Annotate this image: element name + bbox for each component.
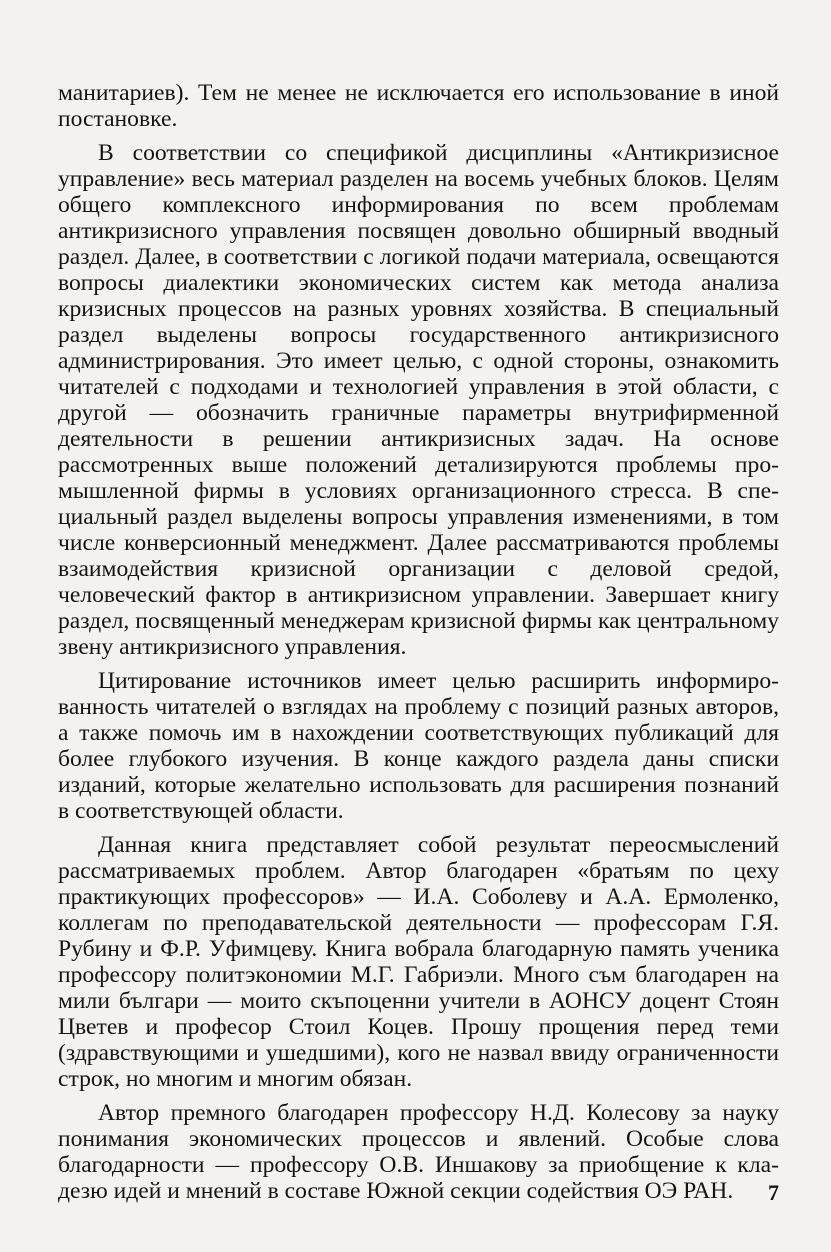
paragraph-citations: Цитирование источников имеет целью расширить информированность читателей о взглядах на проблему с позиций разных авторов, а также помочь им в нахождении соответствующих публикаций для более глубокого изучения. В конце каждого раздела даны списки изданий, которые желательно использовать для расширения познаний в соответствующей области. [58,668,779,824]
paragraph-continuation: манитариев). Тем не менее не исключается его использование в иной постановке. [58,80,779,132]
paragraph-acknowledgements: Данная книга представляет собой результат переосмыслений рассматриваемых проблем. Автор благодарен «братьям по цеху практикующих профессоров» — И.А. Соболеву и А.А. Ермоленко, коллегам по преподавательской деятельности — профессорам Г.Я. Рубину и Ф.Р. Уфимцеву. Книга вобрала благодарную память ученика профессору политэкономии М.Г. Габриэли. Много съм благодарен на мили българи — моито скъпоценни учители в АОНСУ доцент Стоян Цветев и професор Стоил Коцев. Прошу прощения перед теми (здравствующими и ушедшими), кого не назвал ввиду ограниченности строк, но многим и многим обязан. [58,832,779,1092]
paragraph-course-structure: В соответствии со спецификой дисциплины «Антикризисное управление» весь материал разделен на восемь учебных блоков. Целям общего комплексного информирования по всем проблемам антикризисного управления посвящен довольно обширный вводный раздел. Далее, в соответствии с логикой подачи материала, освещаются вопросы диалектики экономических систем как метода анализа кризисных процессов на разных уровнях хозяйства. В специальный раздел выделены вопросы государственного антикризисного администрирования. Это имеет целью, с одной стороны, ознакомить читателей с подходами и технологией управления в этой области, с другой — обозначить граничные параметры внутрифирменной деятельности в решении антикризисных задач. На основе рассмотренных выше положений детализируются проблемы промышленной фирмы в условиях организационного стресса. В специальный раздел выделены вопросы управления изменениями, в том числе конверсионный менеджмент. Далее рассматриваются проблемы взаимодействия кризисной организации с деловой средой, человеческий фактор в антикризисном управлении. Завершает книгу раздел, посвященный менеджерам кризисной фирмы как центральному звену антикризисного управления. [58,140,779,660]
page-number: 7 [768,1180,779,1205]
paragraph-gratitude: Автор премного благодарен профессору Н.Д. Колесову за науку понимания экономических процессов и явлений. Особые слова благодарности — профессору О.В. Иншакову за приобщение к кладезю идей и мнений в составе Южной секции содействия ОЭ РАН. [58,1100,779,1204]
